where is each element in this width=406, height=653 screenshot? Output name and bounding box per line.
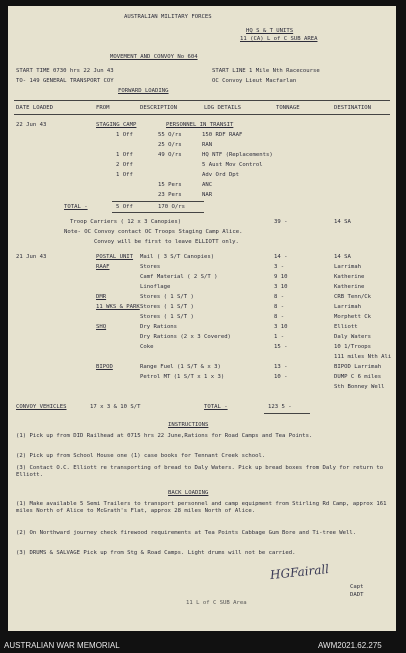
s2-tonnage: 8 - <box>274 304 285 310</box>
footer-accession: AWM2021.62.275 <box>318 641 382 650</box>
s1-from: STAGING CAMP <box>96 122 137 128</box>
troop-carriers-dest: 14 SA <box>334 219 351 225</box>
s1-row-c: RAN <box>202 142 213 148</box>
col-description: DESCRIPTION <box>140 105 178 111</box>
s1-row-b: 15 Pers <box>158 182 182 188</box>
s1-row-a: 2 Off <box>116 162 133 168</box>
s2-description: Mail ( 3 S/T Canopies) <box>140 254 215 260</box>
s1-row-b: 23 Pers <box>158 192 182 198</box>
col-ldg: LDG DETAILS <box>204 105 242 111</box>
s2-destination: Larrimah <box>334 304 361 310</box>
s2-description: Stores <box>140 264 161 270</box>
s2-description: Stores ( 1 S/T ) <box>140 304 194 310</box>
instructions-heading: INSTRUCTIONS <box>168 422 209 428</box>
back-loading-heading: BACK LOADING <box>168 490 209 496</box>
s2-tonnage: 15 - <box>274 344 288 350</box>
s1-row-c: HQ NTF (Replacements) <box>202 152 273 158</box>
s2-description: Petrol MT (1 S/T x 1 x 3) <box>140 374 225 380</box>
s2-destination: 10 1/Troops <box>334 344 372 350</box>
s1-row-c: Adv Ord Dpt <box>202 172 240 178</box>
s2-tonnage: 3 - <box>274 264 285 270</box>
back-loading-item: (3) DRUMS & SALVAGE Pick up from Stg & Road Camps. Light drums will not be carried. <box>16 550 296 556</box>
vehicles-total-rule <box>264 413 310 414</box>
s2-from: SHQ <box>96 324 107 330</box>
instruction-item: (1) Pick up from DID Railhead at 0715 hrs 22 June,Rations for Road Camps and Tea Points. <box>16 433 313 439</box>
s2-destination: DUMP C 6 miles <box>334 374 382 380</box>
col-tonnage: TONNAGE <box>276 105 300 111</box>
s1-row-c: 150 RDF RAAF <box>202 132 243 138</box>
s1-row-b: 25 O/rs <box>158 142 182 148</box>
instruction-item: (2) Pick up from School House one (1) case books for Tennant Creek school. <box>16 453 266 459</box>
s1-total-ors: 170 O/rs <box>158 204 185 210</box>
s2-destination: BIPOD Larrimah <box>334 364 382 370</box>
hq-line-1: HQ S & T UNITS <box>246 28 294 34</box>
s1-row-a: 1 Off <box>116 152 133 158</box>
s2-description: Linoflage <box>140 284 171 290</box>
start-time: START TIME 0730 hrs 22 Jun 43 <box>16 68 114 74</box>
instruction-item: (3) Contact O.C. Elliott re transporting of bread to Daly Waters. Pick up bread boxes from Daly for return to Elliott. <box>16 465 384 478</box>
s2-from: POSTAL UNIT <box>96 254 134 260</box>
s1-row-c: 5 Aust Mov Control <box>202 162 263 168</box>
total-rule-lower <box>112 212 204 213</box>
s2-from: DMR <box>96 294 107 300</box>
s2-destination: 14 SA <box>334 254 351 260</box>
footer-institution: AUSTRALIAN WAR MEMORIAL <box>4 641 120 650</box>
s2-description: Stores ( 1 S/T ) <box>140 294 194 300</box>
s2-from: BIPOD <box>96 364 113 370</box>
s2-tonnage: 3 10 <box>274 324 288 330</box>
s1-heading: PERSONNEL IN TRANSIT <box>166 122 234 128</box>
signature: HGFairall <box>269 561 330 583</box>
s2-tonnage: 1 - <box>274 334 285 340</box>
document-title: MOVEMENT AND CONVOY No 604 <box>110 54 198 60</box>
oc-convoy: OC Convoy Lieut Macfarlan <box>212 78 297 84</box>
s1-row-b: 55 O/rs <box>158 132 182 138</box>
s2-destination: CRB Tenn/Ck <box>334 294 372 300</box>
signature-unit: 11 L of C SUB Area <box>186 600 247 606</box>
rule-header <box>14 114 390 115</box>
note-2: Convoy will be first to leave ELLIOTT only. <box>94 239 239 245</box>
s2-destination: 111 miles Nth Ali <box>334 354 392 360</box>
signature-role: DADT <box>350 592 364 598</box>
signature-rank: Capt <box>350 584 364 590</box>
s2-destination: Sth Bonney Well <box>334 384 385 390</box>
note-1: Note- OC Convoy contact OC Troops Staging Camp Alice. <box>64 229 243 235</box>
to-line: TO- 149 GENERAL TRANSPORT COY <box>16 78 114 84</box>
col-from: FROM <box>96 105 110 111</box>
s2-description: Dry Rations <box>140 324 178 330</box>
col-destination: DESTINATION <box>334 105 372 111</box>
s2-description: Dry Rations (2 x 3 Covered) <box>140 334 231 340</box>
troop-carriers: Troop Carriers ( 12 x 3 Canopies) <box>70 219 182 225</box>
hq-line-2: 11 (CA) L of C SUB AREA <box>240 36 318 42</box>
s2-date: 21 Jun 43 <box>16 254 47 260</box>
s1-date: 22 Jun 43 <box>16 122 47 128</box>
s1-row-c: ANC <box>202 182 213 188</box>
s2-tonnage: 8 - <box>274 314 285 320</box>
s2-tonnage: 13 - <box>274 364 288 370</box>
vehicles-value: 17 x 3 & 10 S/T <box>90 404 141 410</box>
s1-row-b: 49 O/rs <box>158 152 182 158</box>
s2-description: Stores ( 1 S/T ) <box>140 314 194 320</box>
rule-top <box>14 100 390 101</box>
s2-destination: Elliott <box>334 324 358 330</box>
s2-tonnage: 3 10 <box>274 284 288 290</box>
col-date: DATE LOADED <box>16 105 54 111</box>
vehicles-total: 123 5 - <box>268 404 292 410</box>
s2-description: Range Fuel (1 S/T & x 3) <box>140 364 221 370</box>
s1-total-off: 5 Off <box>116 204 133 210</box>
s2-destination: Morphett Ck <box>334 314 372 320</box>
s1-row-c: NAR <box>202 192 213 198</box>
back-loading-item: (2) On Northward journey check firewood requirements at Tea Points Cabbage Gum Bore and Ti-tree Well. <box>16 530 357 536</box>
vehicles-label: CONVOY VEHICLES <box>16 404 67 410</box>
document-page <box>8 6 396 631</box>
s2-description: Coke <box>140 344 154 350</box>
s2-tonnage: 14 - <box>274 254 288 260</box>
s2-from: 11 WKS & PARK <box>96 304 140 310</box>
org-heading: AUSTRALIAN MILITARY FORCES <box>124 14 212 20</box>
start-line: START LINE 1 Mile Nth Racecourse <box>212 68 320 74</box>
back-loading-item: (1) Make available 5 Semi Trailers to transport personnel and camp equipment from Stirling Rd Camp, approx 161 miles North of Alice to McGrath's Flat, approx 28 miles North of Alice. <box>16 501 387 514</box>
forward-loading: FORWARD LOADING <box>118 88 169 94</box>
total-rule-upper <box>112 201 204 202</box>
troop-carriers-tonnage: 39 - <box>274 219 288 225</box>
s1-row-a: 1 Off <box>116 172 133 178</box>
s1-total-label: TOTAL - <box>64 204 88 210</box>
s2-tonnage: 10 - <box>274 374 288 380</box>
s2-from: RAAF <box>96 264 110 270</box>
vehicles-total-label: TOTAL - <box>204 404 228 410</box>
s2-description: Camf Material ( 2 S/T ) <box>140 274 218 280</box>
s2-destination: Katherine <box>334 274 365 280</box>
archive-footer <box>0 636 406 653</box>
s2-tonnage: 8 - <box>274 294 285 300</box>
s2-tonnage: 9 10 <box>274 274 288 280</box>
s2-destination: Larrimah <box>334 264 361 270</box>
s1-row-a: 1 Off <box>116 132 133 138</box>
s2-destination: Katherine <box>334 284 365 290</box>
s2-destination: Daly Waters <box>334 334 372 340</box>
